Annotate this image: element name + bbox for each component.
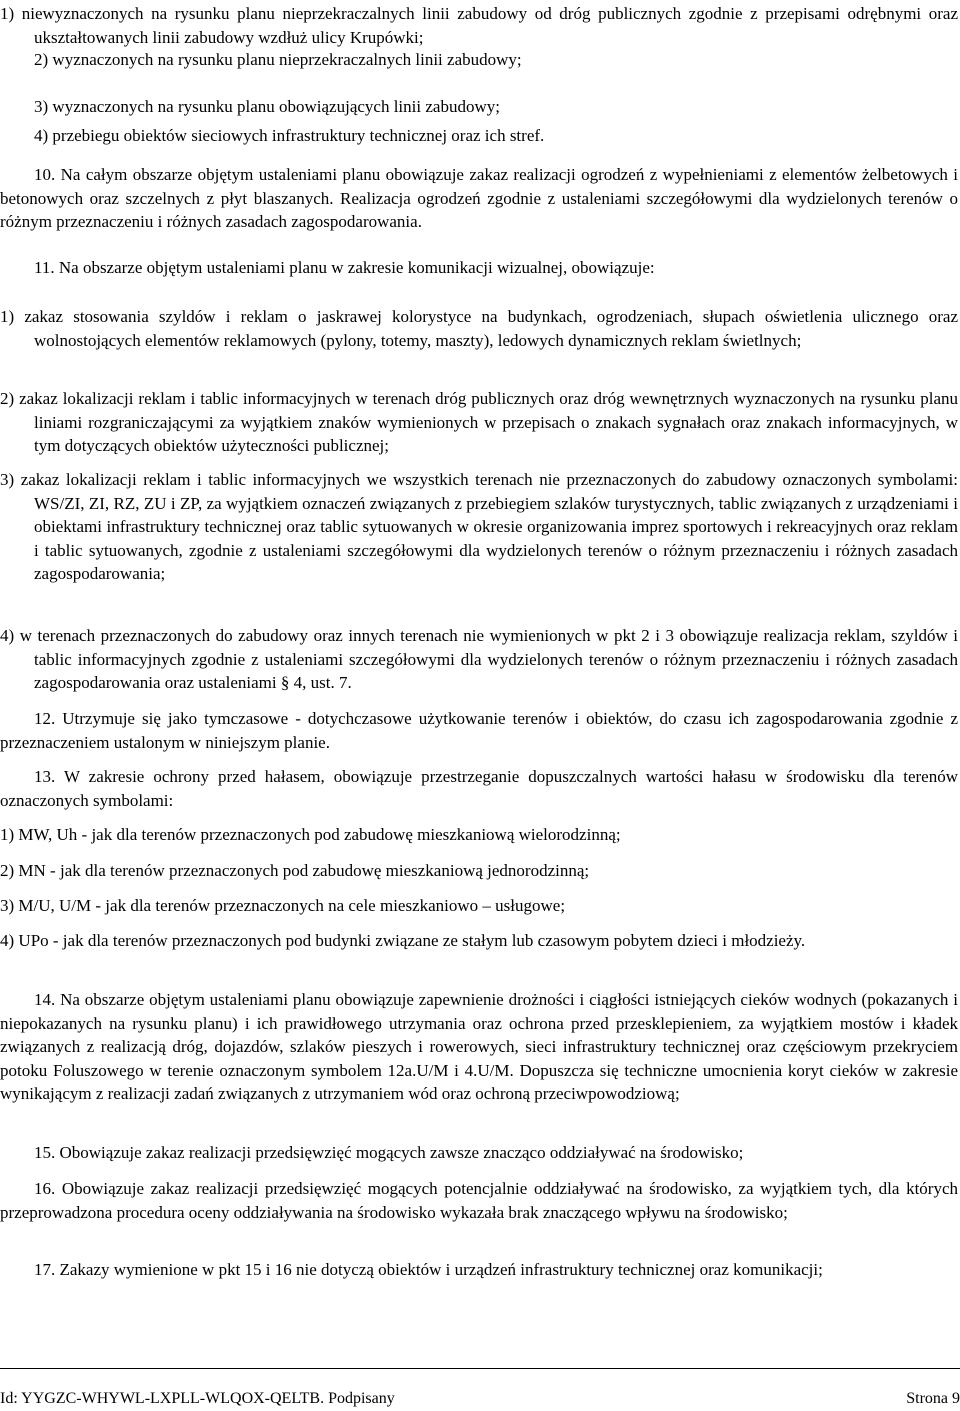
paragraph-12: 12. Utrzymuje się jako tymczasowe - dotychczasowe użytkowanie terenów i obiektów, do czasu ich zagospodarowania zgodnie z przeznaczeniem ustalonym w niniejszym planie.: [0, 709, 958, 752]
paragraph-13: 13. W zakresie ochrony przed hałasem, obowiązuje przestrzeganie dopuszczalnych wartości hałasu w środowisku dla terenów oznaczonych symbolami:: [0, 767, 958, 810]
list-item: 2) zakaz lokalizacji reklam i tablic informacyjnych w terenach dróg publicznych oraz dróg wewnętrznych wyznaczonych na rysunku planu liniami rozgraniczającymi za wyjątkiem znaków wymienionych w przepisach o znakach sygnałach oraz znakach informacyjnych, w tym dotyczących obiektów użyteczności publicznej;: [0, 389, 958, 455]
list-item: 3) wyznaczonych na rysunku planu obowiązujących linii zabudowy;: [34, 97, 500, 116]
footer-document-id: Id: YYGZC-WHYWL-LXPLL-WLQOX-QELTB. Podpisany: [0, 1390, 395, 1407]
list-item: 2) wyznaczonych na rysunku planu nieprzekraczalnych linii zabudowy;: [34, 50, 522, 69]
list-item: 4) UPo - jak dla terenów przeznaczonych pod budynki związane ze stałym lub czasowym pobytem dzieci i młodzieży.: [0, 931, 806, 950]
paragraph-11: 11. Na obszarze objętym ustaleniami planu w zakresie komunikacji wizualnej, obowiązuje:: [34, 258, 655, 277]
paragraph-17: 17. Zakazy wymienione w pkt 15 i 16 nie dotyczą obiektów i urządzeń infrastruktury technicznej oraz komunikacji;: [34, 1260, 823, 1279]
footer-divider: [0, 1368, 960, 1369]
list-item: 1) MW, Uh - jak dla terenów przeznaczonych pod zabudowę mieszkaniową wielorodzinną;: [0, 825, 621, 844]
list-item: 4) przebiegu obiektów sieciowych infrastruktury technicznej oraz ich stref.: [34, 126, 545, 145]
list-item: 1) zakaz stosowania szyldów i reklam o jaskrawej kolorystyce na budynkach, ogrodzeniach, słupach oświetlenia ulicznego oraz wolnostojących elementów reklamowych (pylony, totemy, maszty), ledowych dynamicznych reklam świetlnych;: [0, 307, 958, 350]
footer-page-number: Strona 9: [906, 1390, 960, 1407]
list-item: 4) w terenach przeznaczonych do zabudowy oraz innych terenach nie wymienionych w pkt 2 i 3 obowiązuje realizacja reklam, szyldów i tablic informacyjnych zgodnie z ustaleniami szczegółowymi dla wydzielonych terenów o różnym przeznaczeniu i różnych zasadach zagospodarowania oraz ustaleniami § 4, ust. 7.: [0, 626, 958, 692]
paragraph-16: 16. Obowiązuje zakaz realizacji przedsięwzięć mogących potencjalnie oddziaływać na środowisko, za wyjątkiem tych, dla których przeprowadzona procedura oceny oddziaływania na środowisko wykazała brak znaczącego wpływu na środowisko;: [0, 1179, 958, 1222]
list-item: 3) M/U, U/M - jak dla terenów przeznaczonych na cele mieszkaniowo – usługowe;: [0, 896, 566, 915]
paragraph-15: 15. Obowiązuje zakaz realizacji przedsięwzięć mogących zawsze znacząco oddziaływać na środowisko;: [34, 1143, 744, 1162]
list-item: 1) niewyznaczonych na rysunku planu nieprzekraczalnych linii zabudowy od dróg publicznych zgodnie z przepisami odrębnymi oraz ukształtowanych linii zabudowy wzdłuż ulicy Krupówki;: [0, 4, 958, 47]
list-item: 2) MN - jak dla terenów przeznaczonych pod zabudowę mieszkaniową jednorodzinną;: [0, 861, 590, 880]
paragraph-10: 10. Na całym obszarze objętym ustaleniami planu obowiązuje zakaz realizacji ogrodzeń z wypełnieniami z elementów żelbetowych i betonowych oraz szczelnych z płyt blaszanych. Realizacja ogrodzeń zgodnie z ustaleniami szczegółowymi dla wydzielonych terenów o różnym przeznaczeniu i różnych zasadach zagospodarowania.: [0, 165, 958, 231]
paragraph-14: 14. Na obszarze objętym ustaleniami planu obowiązuje zapewnienie drożności i ciągłości istniejących cieków wodnych (pokazanych i niepokazanych na rysunku planu) i ich prawidłowego utrzymania oraz ochrona przed przesklepieniem, za wyjątkiem mostów i kładek związanych z realizacją dróg, dojazdów, szlaków pieszych i rowerowych, sieci infrastruktury technicznej oraz częściowym przekryciem potoku Foluszowego w terenie oznaczonym symbolem 12a.U/M i 4.U/M. Dopuszcza się techniczne umocnienia koryt cieków w zakresie wynikającym z realizacji zadań związanych z utrzymaniem wód oraz ochroną przeciwpowodziową;: [0, 990, 958, 1103]
list-item: 3) zakaz lokalizacji reklam i tablic informacyjnych we wszystkich terenach nie przeznaczonych do zabudowy oznaczonych symbolami: WS/ZI, ZI, RZ, ZU i ZP, za wyjątkiem oznaczeń związanych z przebiegiem szlaków turystycznych, tablic związanych z urządzeniami i obiektami infrastruktury technicznej oraz tablic sytuowanych w okresie organizowania imprez sportowych i rekreacyjnych oraz reklam i tablic sytuowanych, zgodnie z ustaleniami szczegółowymi dla wydzielonych terenów o różnym przeznaczeniu i różnych zasadach zagospodarowania;: [0, 470, 958, 583]
